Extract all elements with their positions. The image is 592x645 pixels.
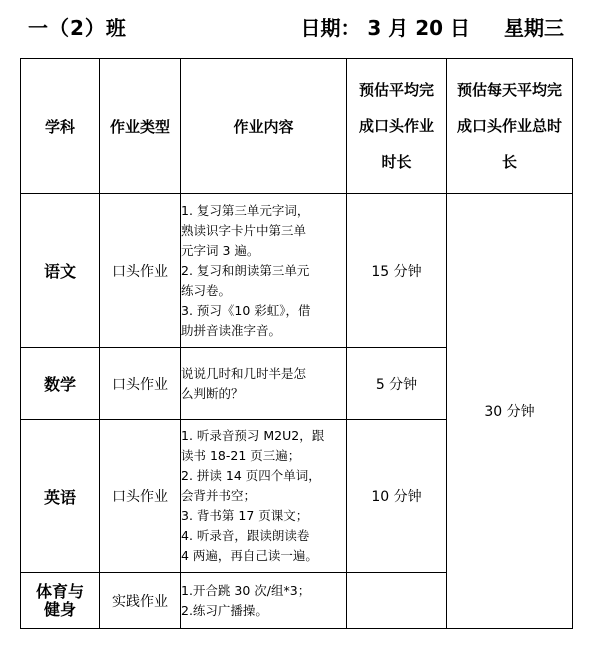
- header-subject: 学科: [21, 59, 100, 194]
- subject-line: 体育与: [35, 581, 84, 601]
- header-content: 作业内容: [181, 59, 347, 194]
- duration-cell: 10 分钟: [347, 420, 447, 573]
- content-line: 读书 18-21 页三遍；: [181, 448, 301, 463]
- content-line: 说说几时和几时半是怎: [181, 365, 307, 381]
- content-line: 3. 背书第 17 页课文；: [181, 508, 309, 523]
- type-cell: 口头作业: [100, 194, 181, 348]
- duration-cell: 15 分钟: [347, 194, 447, 348]
- content-line: 练习卷。: [181, 282, 232, 298]
- header-avg-time: [347, 59, 447, 194]
- type-cell: 口头作业: [100, 348, 181, 420]
- content-cell: [181, 348, 347, 420]
- content-line: 4. 听录音，跟读朗读卷: [181, 528, 310, 543]
- class-name: 一（2）班: [28, 16, 127, 40]
- header-type: 作业类型: [100, 59, 181, 194]
- header-daily-total: [447, 59, 573, 194]
- content-line: 3. 预习《10 彩虹》，借: [181, 302, 311, 318]
- content-line: 助拼音读准字音。: [181, 322, 282, 338]
- type-cell: 口头作业: [100, 420, 181, 573]
- subject-cell: [21, 573, 100, 629]
- duration-cell: [347, 573, 447, 629]
- date-line: [300, 12, 564, 41]
- header-avg-time-line: 时长: [381, 153, 412, 171]
- content-cell: [181, 420, 347, 573]
- content-line: 4 两遍，再自己读一遍。: [181, 548, 318, 563]
- content-line: 1. 复习第三单元字词，: [181, 202, 310, 218]
- content-line: 1.开合跳 30 次/组*3；: [181, 582, 311, 598]
- date-label: 日期：: [300, 16, 361, 40]
- subject-cell: 语文: [21, 194, 100, 348]
- content-line: 2. 复习和朗读第三单元: [181, 262, 310, 278]
- header-daily-total-line: 长: [501, 153, 517, 171]
- weekday: 星期三: [504, 16, 564, 40]
- date-value: 3 月 20 日: [367, 16, 471, 40]
- table-row: [21, 194, 573, 348]
- subject-cell: 数学: [21, 348, 100, 420]
- homework-table: [20, 58, 573, 629]
- subject-cell: 英语: [21, 420, 100, 573]
- type-cell: 实践作业: [100, 573, 181, 629]
- table-header-row: [21, 59, 573, 194]
- duration-cell: 5 分钟: [347, 348, 447, 420]
- content-line: 熟读识字卡片中第三单: [181, 222, 307, 238]
- content-line: 会背并书空；: [181, 488, 257, 503]
- header-avg-time-line: 成口头作业: [358, 117, 434, 135]
- header-avg-time-line: 预估平均完: [358, 81, 434, 99]
- daily-total-cell: 30 分钟: [447, 194, 573, 629]
- page-header: [0, 0, 592, 56]
- content-line: 2. 拼读 14 页四个单词，: [181, 468, 321, 483]
- subject-line: 健身: [43, 599, 76, 619]
- content-line: 1. 听录音预习 M2U2，跟: [181, 428, 325, 443]
- header-daily-total-line: 预估每天平均完: [456, 81, 562, 99]
- content-line: 元字词 3 遍。: [181, 242, 260, 258]
- header-daily-total-line: 成口头作业总时: [456, 117, 562, 135]
- content-line: 2.练习广播操。: [181, 602, 268, 618]
- content-line: 么判断的？: [181, 385, 244, 401]
- content-cell: [181, 573, 347, 629]
- content-cell: [181, 194, 347, 348]
